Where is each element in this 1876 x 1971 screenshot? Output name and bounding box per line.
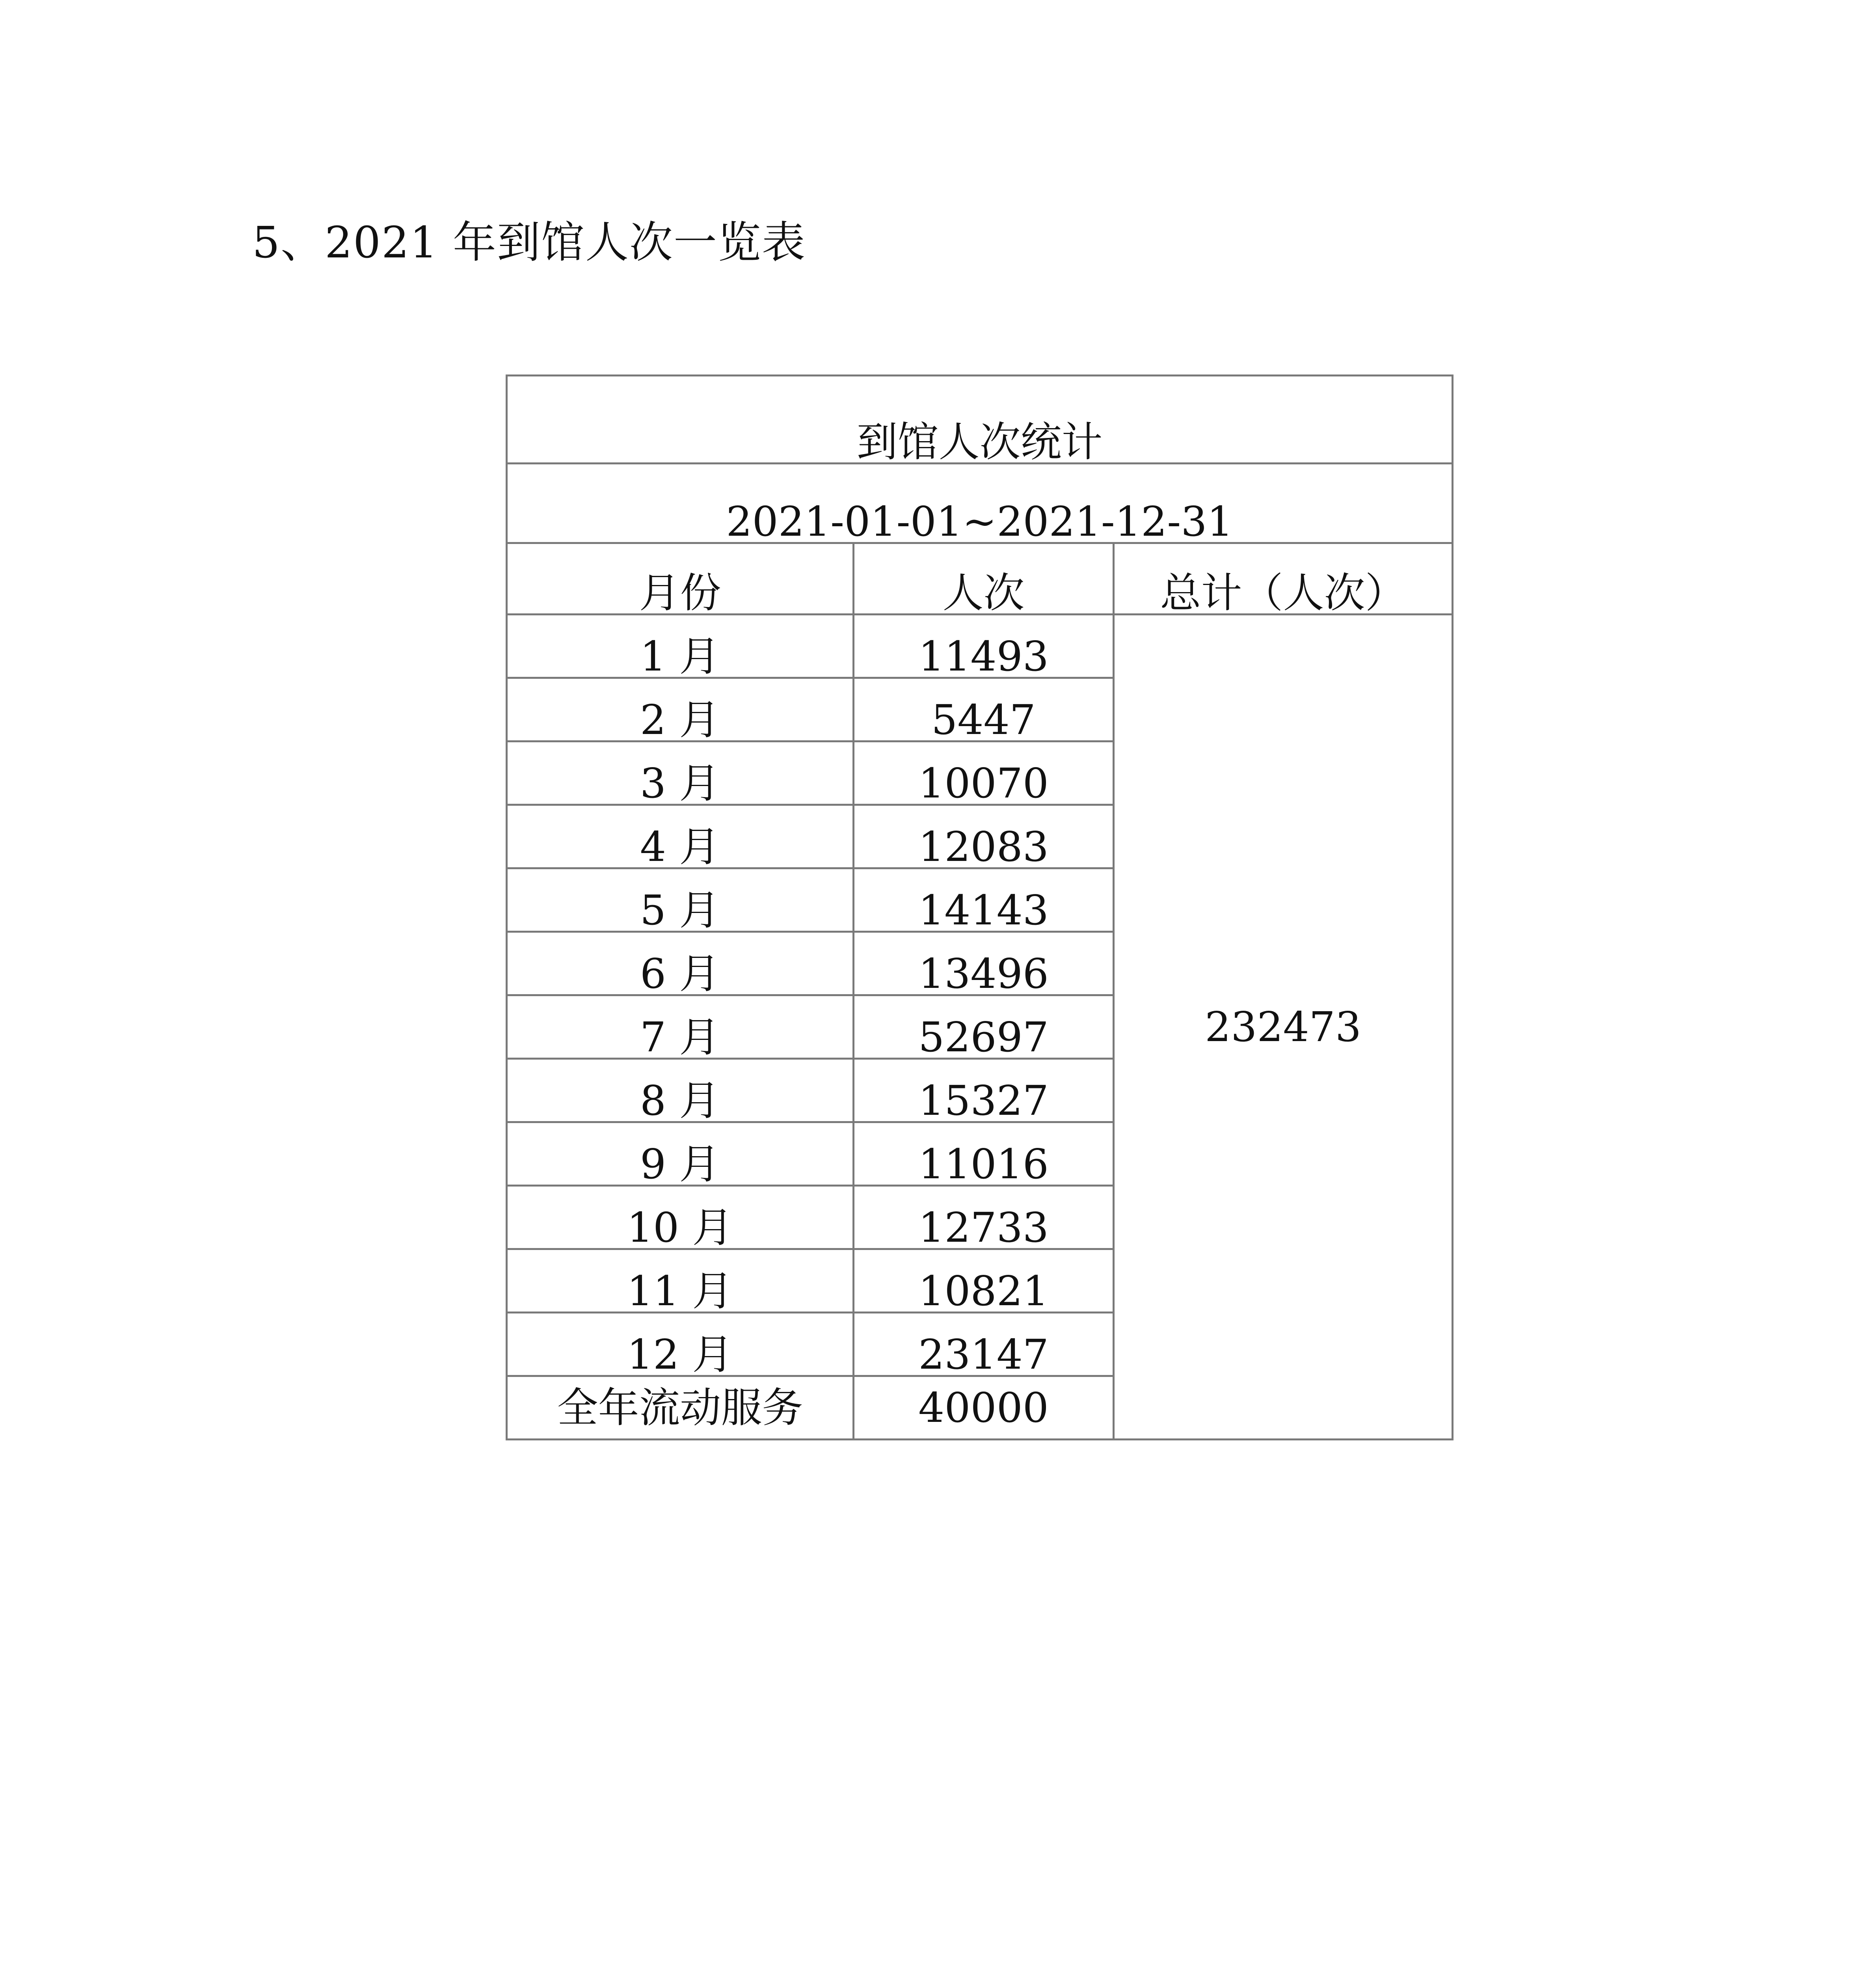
visits-cell: 10821 bbox=[854, 1249, 1114, 1313]
visits-cell: 12733 bbox=[854, 1186, 1114, 1249]
visits-cell: 15327 bbox=[854, 1059, 1114, 1122]
month-cell: 10 月 bbox=[507, 1186, 854, 1249]
month-cell: 7 月 bbox=[507, 995, 854, 1059]
visits-table bbox=[506, 374, 1454, 1440]
month-cell: 全年流动服务 bbox=[507, 1376, 854, 1440]
date-range-row bbox=[507, 464, 1453, 543]
month-cell: 12 月 bbox=[507, 1313, 854, 1376]
visits-cell: 13496 bbox=[854, 932, 1114, 995]
date-range: 2021-01-01~2021-12-31 bbox=[507, 464, 1453, 543]
month-cell: 8 月 bbox=[507, 1059, 854, 1122]
month-cell: 2 月 bbox=[507, 678, 854, 741]
table-title-row bbox=[507, 376, 1453, 464]
visits-cell: 10070 bbox=[854, 741, 1114, 805]
table-title: 到馆人次统计 bbox=[507, 376, 1453, 464]
visits-cell: 12083 bbox=[854, 805, 1114, 868]
month-cell: 5 月 bbox=[507, 868, 854, 932]
visits-cell: 40000 bbox=[854, 1376, 1114, 1440]
visits-cell: 11493 bbox=[854, 615, 1114, 678]
visits-cell: 11016 bbox=[854, 1122, 1114, 1186]
visits-cell: 52697 bbox=[854, 995, 1114, 1059]
table-row bbox=[507, 615, 1453, 678]
month-cell: 4 月 bbox=[507, 805, 854, 868]
total-column-header: 总计（人次） bbox=[1114, 543, 1453, 615]
month-column-header: 月份 bbox=[507, 543, 854, 615]
month-cell: 9 月 bbox=[507, 1122, 854, 1186]
visits-cell: 23147 bbox=[854, 1313, 1114, 1376]
month-cell: 6 月 bbox=[507, 932, 854, 995]
month-cell: 1 月 bbox=[507, 615, 854, 678]
column-header-row bbox=[507, 543, 1453, 615]
month-cell: 11 月 bbox=[507, 1249, 854, 1313]
visits-cell: 14143 bbox=[854, 868, 1114, 932]
section-heading: 5、2021 年到馆人次一览表 bbox=[252, 217, 806, 268]
month-cell: 3 月 bbox=[507, 741, 854, 805]
total-cell: 232473 bbox=[1114, 615, 1453, 1440]
visits-column-header: 人次 bbox=[854, 543, 1114, 615]
visits-cell: 5447 bbox=[854, 678, 1114, 741]
